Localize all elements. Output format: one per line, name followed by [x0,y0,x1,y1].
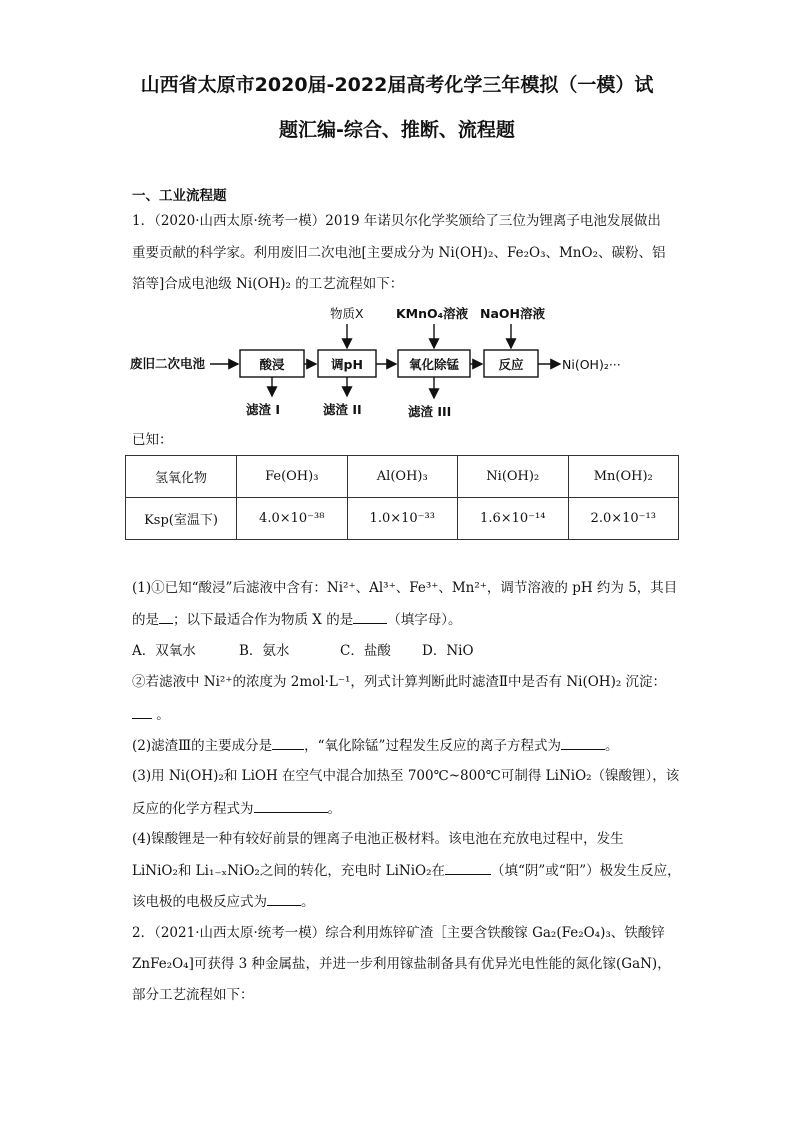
table-header-cell: 氢氧化物 [126,456,237,498]
q1-part3-line1: (3)用 Ni(OH)₂和 LiOH 在空气中混合加热至 700℃~800℃可制得 LiNiO₂（镍酸锂），该 [132,768,680,784]
q1-part2 [132,735,618,756]
q1-part3-line2 [132,798,341,819]
q1-intro-3: 箔等]合成电池级 Ni(OH)₂ 的工艺流程如下： [132,276,404,292]
q1-part4-line3 [132,891,315,912]
q2-line3: 部分工艺流程如下： [132,987,254,1003]
q1-part1-line4 [132,704,170,725]
table-row [126,498,679,540]
table-row [126,456,679,498]
text-span: 。 [301,894,315,910]
answer-blank[interactable] [267,891,301,906]
text-span: ；以下最适合作为物质 X 的是 [173,612,354,628]
section-heading: 一、工业流程题 [132,188,227,204]
q1-part1-line3: ②若滤液中 Ni²⁺的浓度为 2mol·L⁻¹，列式计算判断此时滤渣Ⅱ中是否有 Ni(OH)₂ 沉淀： [132,674,667,690]
q1-part1-line2 [132,609,461,630]
known-label: 已知： [132,432,173,448]
flow-step-react: 反应 [498,357,524,372]
page-title-line2: 题汇编-综合、推断、流程题 [279,119,515,141]
flow-reagent-x: 物质X [330,306,364,321]
flow-residue-3: 滤渣 III [408,404,452,419]
answer-blank[interactable] [132,704,152,719]
flow-reagent-naoh: NaOH溶液 [480,306,545,321]
text-span: LiNiO₂和 Li₁₋ₓNiO₂之间的转化，充电时 LiNiO₂在 [132,863,446,879]
answer-blank[interactable] [353,609,387,624]
table-header-cell: Mn(OH)₂ [568,456,679,498]
table-header-cell: Al(OH)₃ [347,456,458,498]
table-header-cell: Ni(OH)₂ [458,456,569,498]
text-span: (2)滤渣Ⅲ的主要成分是 [132,738,273,754]
q1-intro-1: 1．（2020·山西太原·统考一模）2019 年诺贝尔化学奖颁给了三位为锂离子电池发展做出 [132,213,661,229]
text-span: 的是 [132,612,159,628]
q1-part1-line1: (1)①已知“酸浸”后滤液中含有：Ni²⁺、Al³⁺、Fe³⁺、Mn²⁺，调节溶液的 pH 约为 5，其目 [132,580,678,596]
text-span: ，“氧化除锰”过程发生反应的离子方程式为 [304,738,561,754]
option-c[interactable]: C．盐酸 [340,643,391,659]
text-span: （填“阴”或“阳”）极发生反应， [491,863,681,879]
text-span: 。 [604,738,619,754]
q1-part4-line1: (4)镍酸锂是一种有较好前景的锂离子电池正极材料。该电池在充放电过程中，发生 [132,831,624,847]
answer-blank[interactable] [159,609,173,624]
table-cell: 1.6×10⁻¹⁴ [458,498,569,540]
flow-output-label: Ni(OH)₂··· [562,357,621,372]
option-d[interactable]: D．NiO [422,643,474,659]
text-span: 。 [156,707,170,723]
flow-reagent-kmno4: KMnO₄溶液 [396,306,469,321]
table-cell: 4.0×10⁻³⁸ [237,498,348,540]
answer-blank[interactable] [445,860,491,875]
flow-step-adjust-ph: 调pH [331,357,363,372]
q1-intro-2: 重要贡献的科学家。利用废旧二次电池[主要成分为 Ni(OH)₂、Fe₂O₃、MnO₂、碳粉、铝 [132,245,666,261]
answer-blank[interactable] [272,735,304,750]
text-span: 该电极的电极反应式为 [132,894,267,910]
flow-step-acid-leach: 酸浸 [259,357,285,372]
process-flow-diagram [130,302,670,420]
table-header-cell: Fe(OH)₃ [237,456,348,498]
option-b[interactable]: B．氨水 [239,643,290,659]
flow-input-label: 废旧二次电池 [130,356,206,371]
answer-blank[interactable] [254,798,328,813]
text-span: 反应的化学方程式为 [132,801,254,817]
table-row-label: Ksp(室温下) [126,498,237,540]
flow-residue-2: 滤渣 II [323,402,362,417]
table-cell: 2.0×10⁻¹³ [568,498,679,540]
q2-line1: 2．（2021·山西太原·统考一模）综合利用炼锌矿渣［主要含铁酸镓 Ga₂(Fe₂O₄)₃、铁酸锌 [132,925,665,941]
q2-line2: ZnFe₂O₄]可获得 3 种金属盐，并进一步利用镓盐制备具有优异光电性能的氮化镓(GaN)， [132,956,671,972]
table-cell: 1.0×10⁻³³ [347,498,458,540]
text-span: 。 [327,801,341,817]
ksp-table [125,455,679,540]
flow-step-oxidize-mn: 氧化除锰 [408,357,460,372]
answer-blank[interactable] [561,735,605,750]
text-span: （填字母）。 [387,612,462,628]
option-a[interactable]: A．双氧水 [132,643,196,659]
q1-part4-line2 [132,860,681,881]
flow-residue-1: 滤渣 I [246,402,281,417]
page-title-line1: 山西省太原市2020届-2022届高考化学三年模拟（一模）试 [140,74,654,96]
